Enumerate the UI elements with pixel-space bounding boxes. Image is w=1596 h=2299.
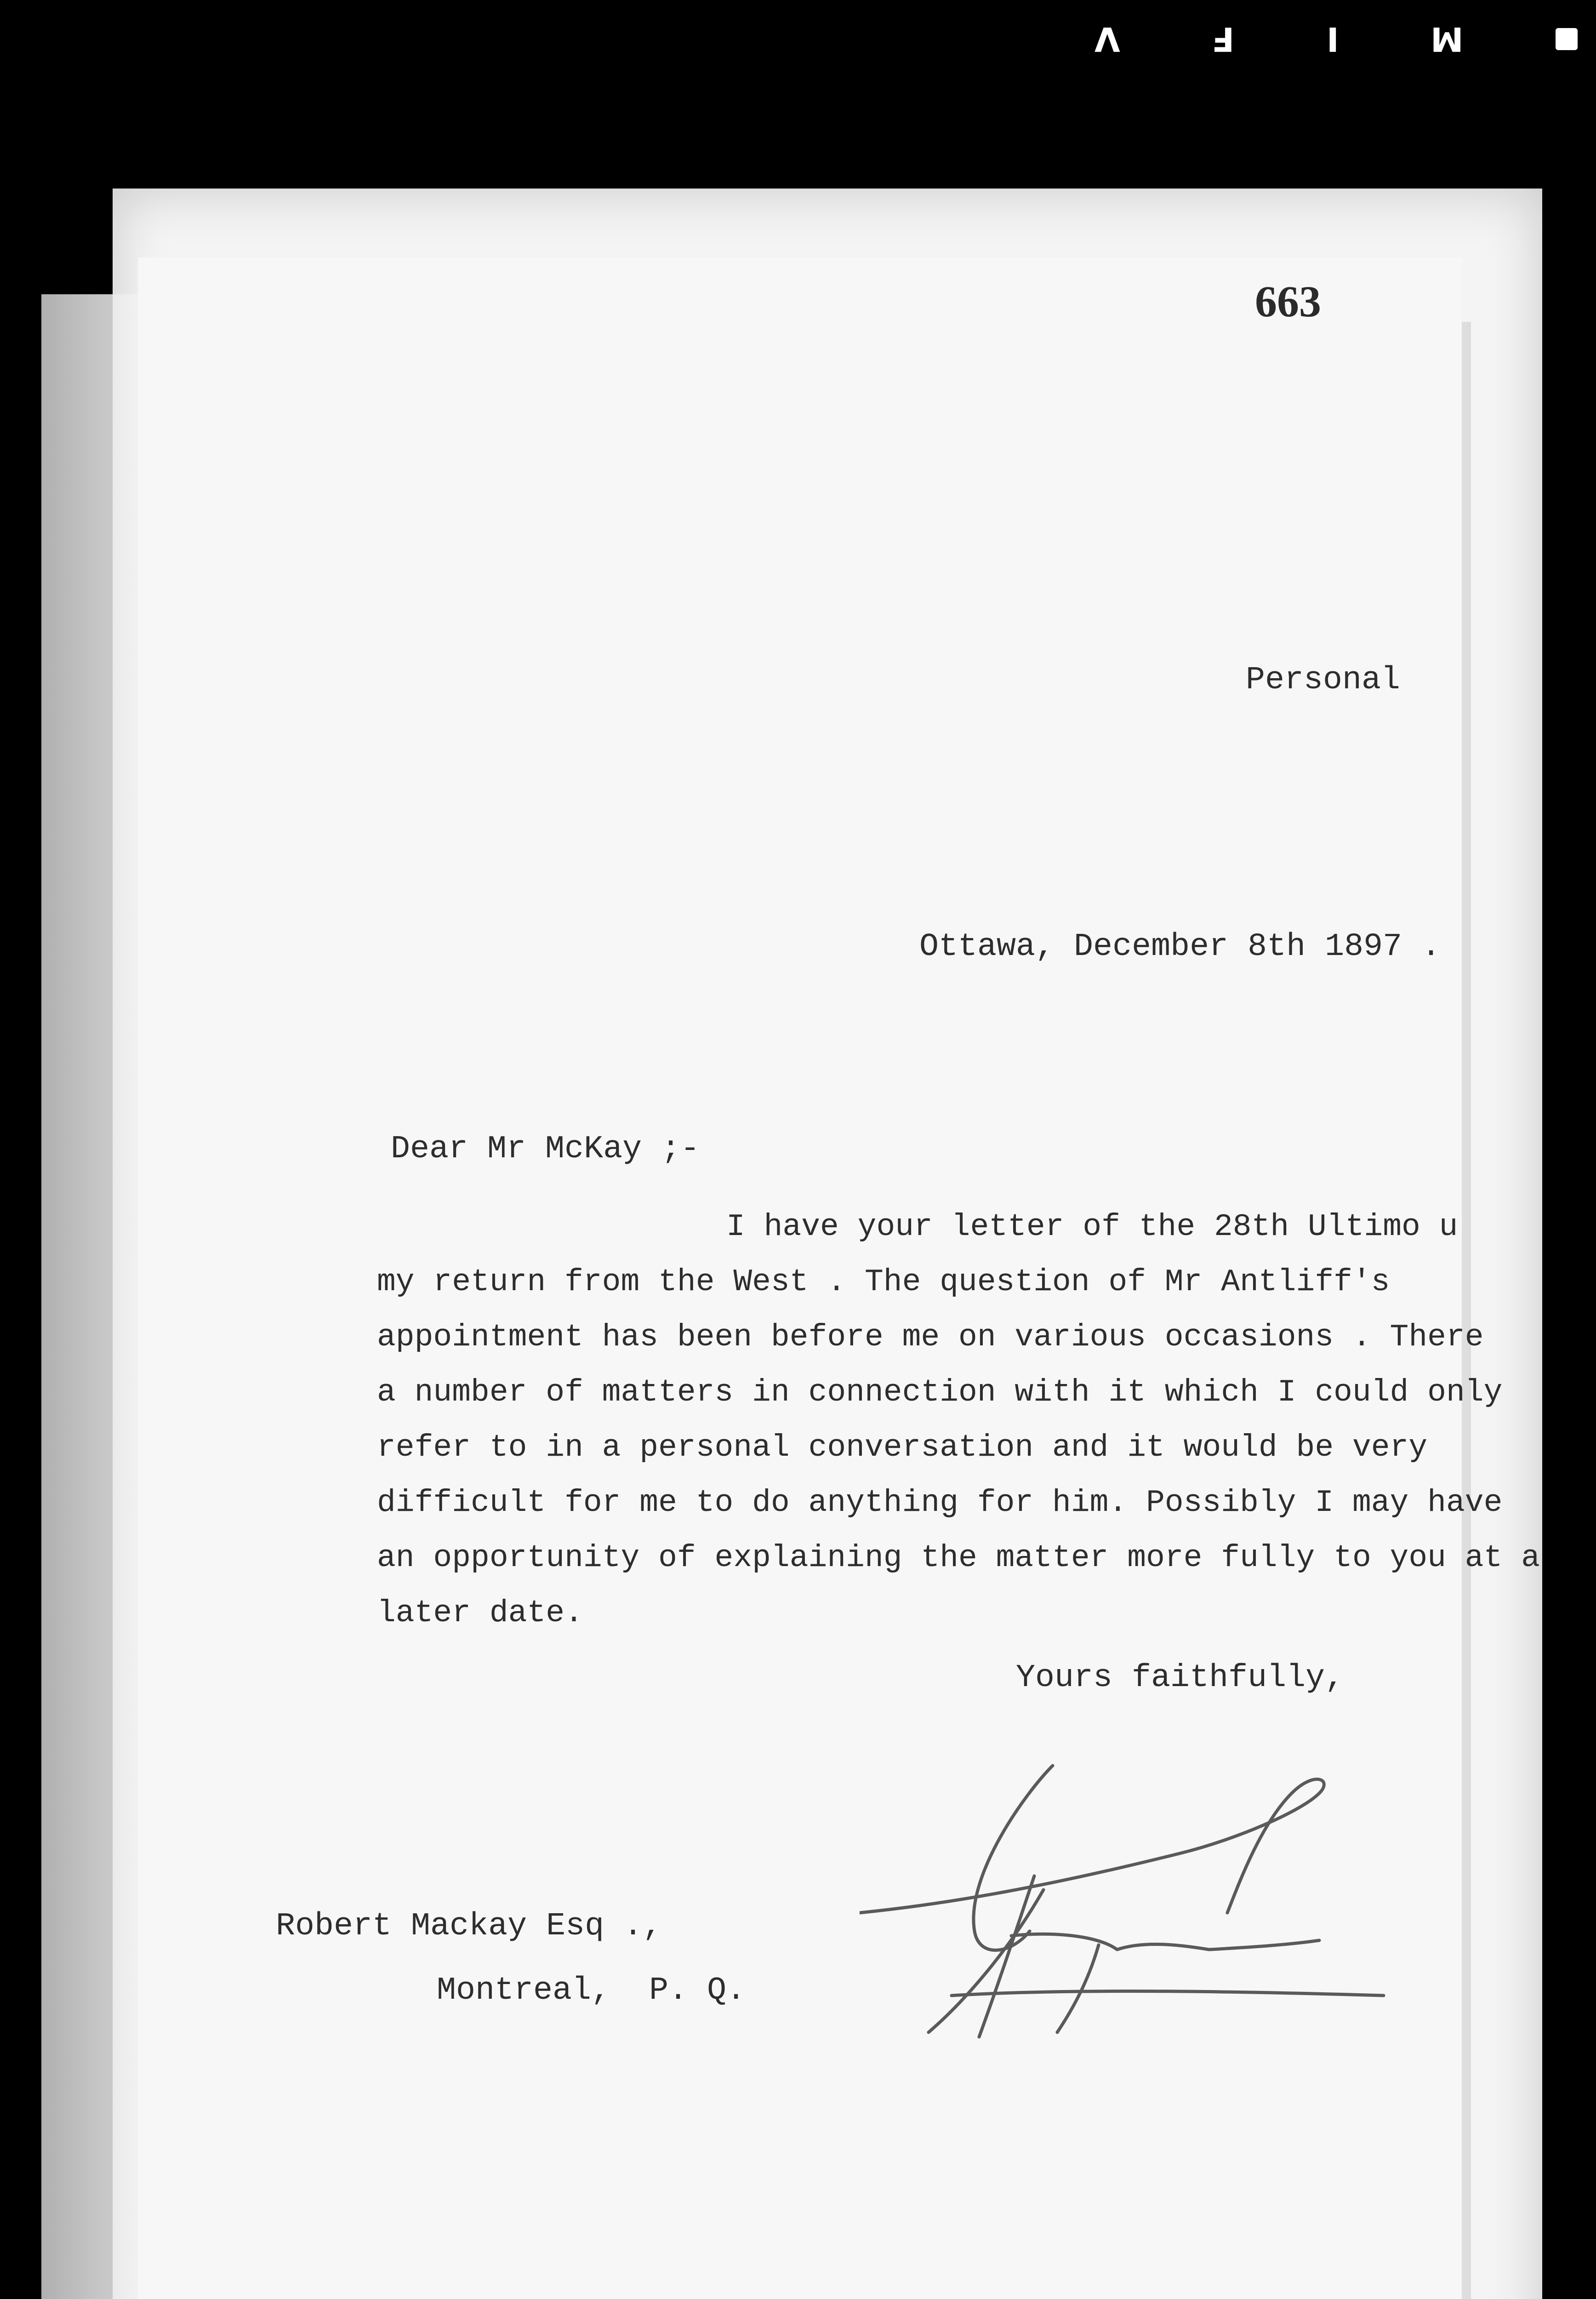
letter-body-line: appointment has been before me on various occasions . There xyxy=(377,1320,1484,1355)
page-number: 663 xyxy=(1255,277,1321,326)
paper-fold-left xyxy=(41,294,138,2299)
letter-addressee: Robert Mackay Esq ., xyxy=(276,1908,662,1944)
letter-body-line: later date. xyxy=(377,1596,583,1631)
letter-dateline: Ottawa, December 8th 1897 . xyxy=(919,929,1441,965)
film-strip-markings xyxy=(1094,18,1578,60)
letter-body-line: I have your letter of the 28th Ultimo u xyxy=(726,1209,1458,1245)
letter-body-line: refer to in a personal conversation and it would be very xyxy=(377,1430,1428,1465)
letter-body-line: my return from the West . The question of Mr Antliff's xyxy=(377,1264,1390,1300)
letter-address-city: Montreal, P. Q. xyxy=(437,1973,746,2009)
letter-salutation: Dear Mr McKay ;- xyxy=(391,1131,700,1167)
film-mark: F xyxy=(1212,20,1235,58)
handwritten-signature xyxy=(860,1738,1388,2097)
film-dot-icon xyxy=(1556,28,1578,50)
film-mark: M xyxy=(1431,20,1464,58)
letter-body-line: difficult for me to do anything for him. Possibly I may have xyxy=(377,1485,1503,1521)
film-mark: V xyxy=(1094,20,1120,58)
letter-closing: Yours faithfully, xyxy=(1016,1660,1345,1696)
letter-body-line: a number of matters in connection with it which I could only xyxy=(377,1375,1503,1410)
letter-heading: Personal xyxy=(1246,662,1401,698)
film-mark: I xyxy=(1326,20,1339,58)
letter-body-line: an opportunity of explaining the matter more fully to you at a xyxy=(377,1540,1540,1576)
